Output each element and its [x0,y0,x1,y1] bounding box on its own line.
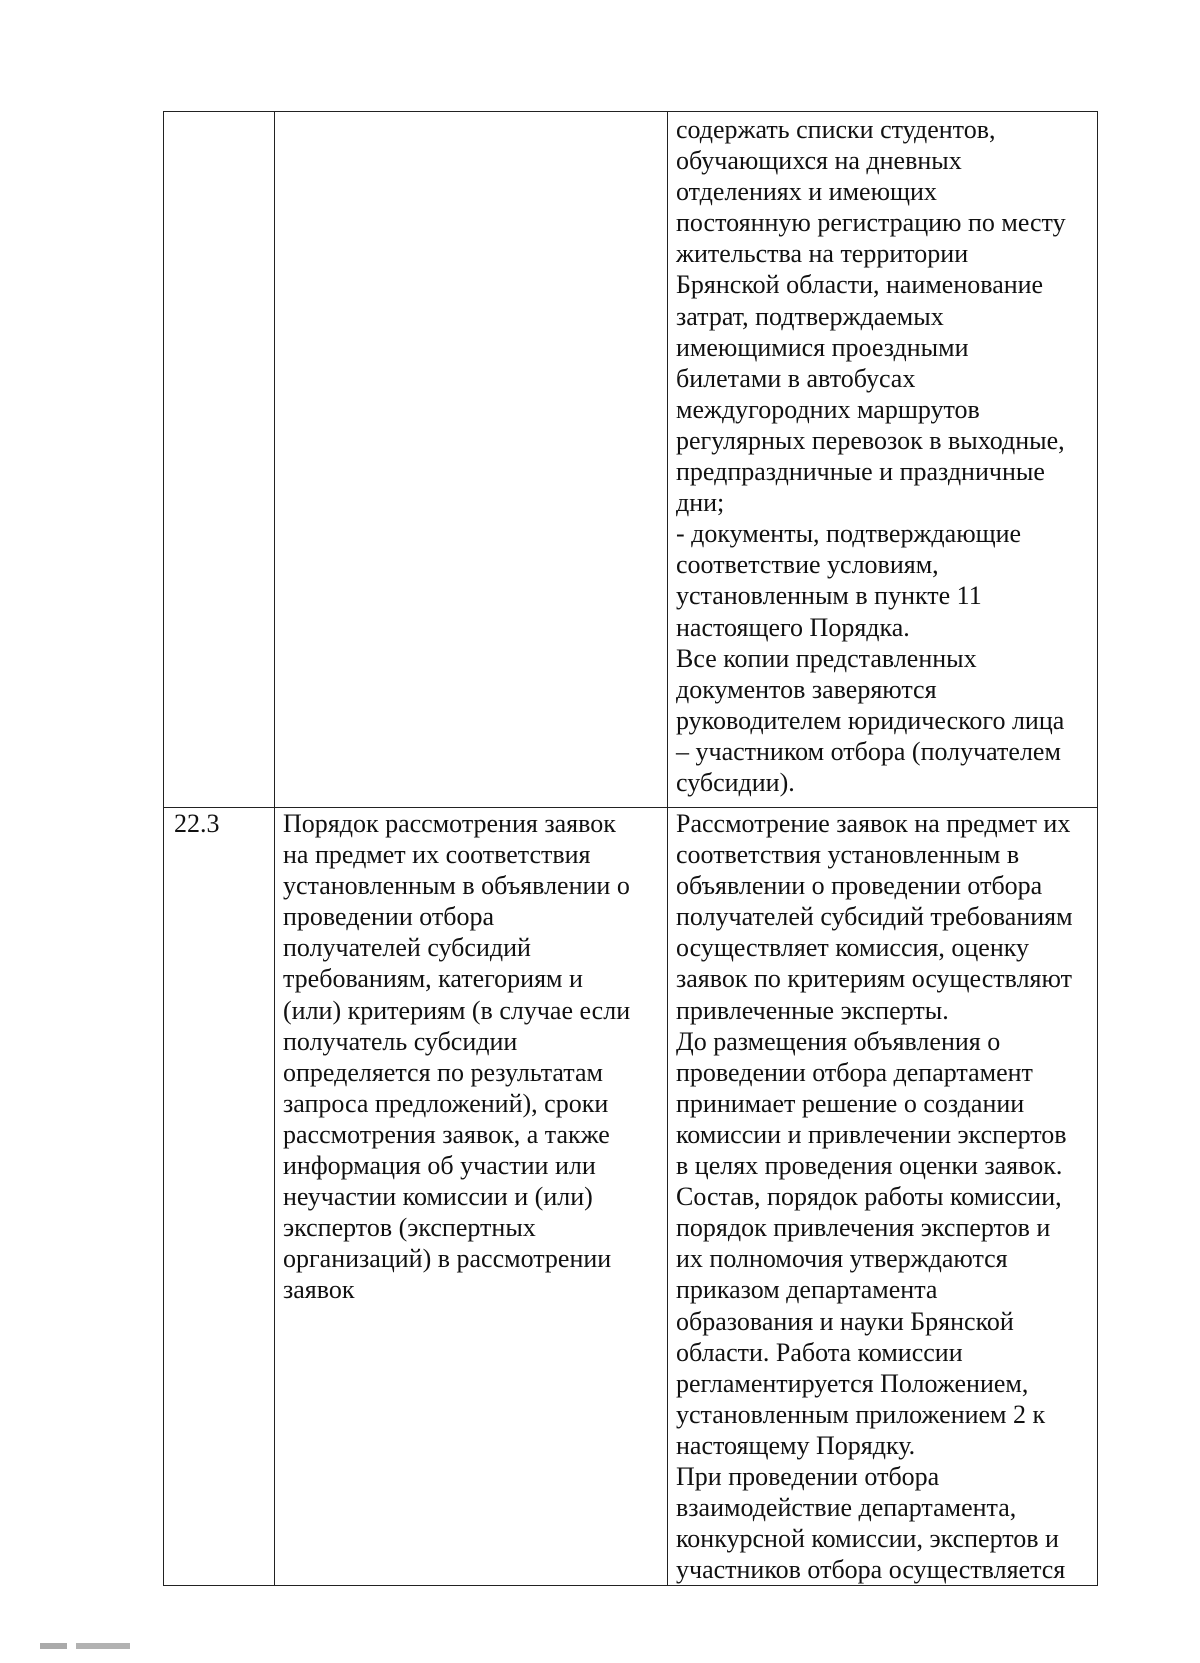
text-line: дни; [676,488,725,518]
text-line: Рассмотрение заявок на предмет их [676,809,1071,838]
text-line: Все копии представленных [676,643,977,673]
text-line: взаимодействие департамента, [676,1493,1017,1523]
text-line: затрат, подтверждаемых [676,301,944,331]
text-line: образования и науки Брянской [676,1306,1014,1336]
text-line: жительства на территории [676,239,969,269]
text-line: Порядок рассмотрения заявок [283,809,616,838]
text-line: заявок [283,1275,355,1305]
text-line: получателей субсидий [283,933,531,963]
item-title-text [283,808,659,1306]
text-line: получатель субсидии [283,1026,518,1056]
text-line: получателей субсидий требованиям [676,902,1073,932]
text-line: осуществляет комиссия, оценку [676,933,1029,963]
text-line: запроса предложений), сроки [283,1088,609,1118]
text-line: отделениях и имеющих [676,177,937,207]
text-line: До размещения объявления о [676,1026,1001,1056]
item-content-cell [668,112,1098,808]
text-line: настоящего Порядка. [676,612,910,642]
text-line: имеющимися проездными [676,332,969,362]
text-line: – участником отбора (получателем [676,736,1061,766]
content-text [676,114,1089,798]
scan-artifact [40,1643,130,1649]
text-line: объявлении о проведении отбора [676,871,1043,901]
text-line: порядок привлечения экспертов и [676,1213,1051,1243]
text-line: настоящему Порядку. [676,1430,916,1460]
text-line: руководителем юридического лица [676,705,1065,735]
text-line: организаций) в рассмотрении [283,1244,612,1274]
text-line: привлеченные эксперты. [676,995,949,1025]
text-line: регламентируется Положением, [676,1368,1029,1398]
table-row [164,808,1098,1586]
text-line: постоянную регистрацию по месту [676,208,1066,238]
text-line: конкурсной комиссии, экспертов и [676,1524,1059,1554]
text-line: Состав, порядок работы комиссии, [676,1182,1062,1212]
text-line: междугородних маршрутов [676,394,980,424]
item-title-cell [275,112,668,808]
text-line: неучастии комиссии и (или) [283,1182,593,1212]
text-line: обучающихся на дневных [676,146,962,176]
text-line: субсидии). [676,767,795,797]
text-line: комиссии и привлечении экспертов [676,1119,1067,1149]
text-line: приказом департамента [676,1275,938,1305]
text-line: рассмотрения заявок, а также [283,1119,610,1149]
text-line: участников отбора осуществляется [676,1555,1066,1585]
text-line: их полномочия утверждаются [676,1244,1008,1274]
text-line: определяется по результатам [283,1057,603,1087]
text-line: предпраздничные и праздничные [676,457,1045,487]
text-line: требованиям, категориям и [283,964,583,994]
item-number-cell [164,112,275,808]
text-line: (или) критериям (в случае если [283,995,631,1025]
text-line: содержать списки студентов, [676,115,996,144]
text-line: соответствие условиям, [676,550,939,580]
text-line: проведении отбора [283,902,495,932]
table-row [164,112,1098,808]
text-line: При проведении отбора [676,1461,940,1491]
text-line: установленным приложением 2 к [676,1399,1046,1429]
text-line: установленным в пункте 11 [676,581,982,611]
text-line: проведении отбора департамент [676,1057,1033,1087]
text-line: билетами в автобусах [676,363,916,393]
text-line: Брянской области, наименование [676,270,1044,300]
content-text [676,808,1089,1585]
text-line: принимает решение о создании [676,1088,1025,1118]
text-line: в целях проведения оценки заявок. [676,1151,1063,1181]
item-title-cell [275,808,668,1586]
text-line: на предмет их соответствия [283,840,591,870]
text-line: регулярных перевозок в выходные, [676,425,1065,455]
text-line: экспертов (экспертных [283,1213,536,1243]
item-content-cell [668,808,1098,1586]
regulation-table [163,111,1098,1586]
text-line: соответствия установленным в [676,840,1020,870]
text-line: документов заверяются [676,674,937,704]
text-line: информация об участии или [283,1151,596,1181]
item-number-cell: 22.3 [164,808,275,1586]
text-line: заявок по критериям осуществляют [676,964,1072,994]
text-line: области. Работа комиссии [676,1337,963,1367]
text-line: установленным в объявлении о [283,871,630,901]
text-line: - документы, подтверждающие [676,519,1022,549]
